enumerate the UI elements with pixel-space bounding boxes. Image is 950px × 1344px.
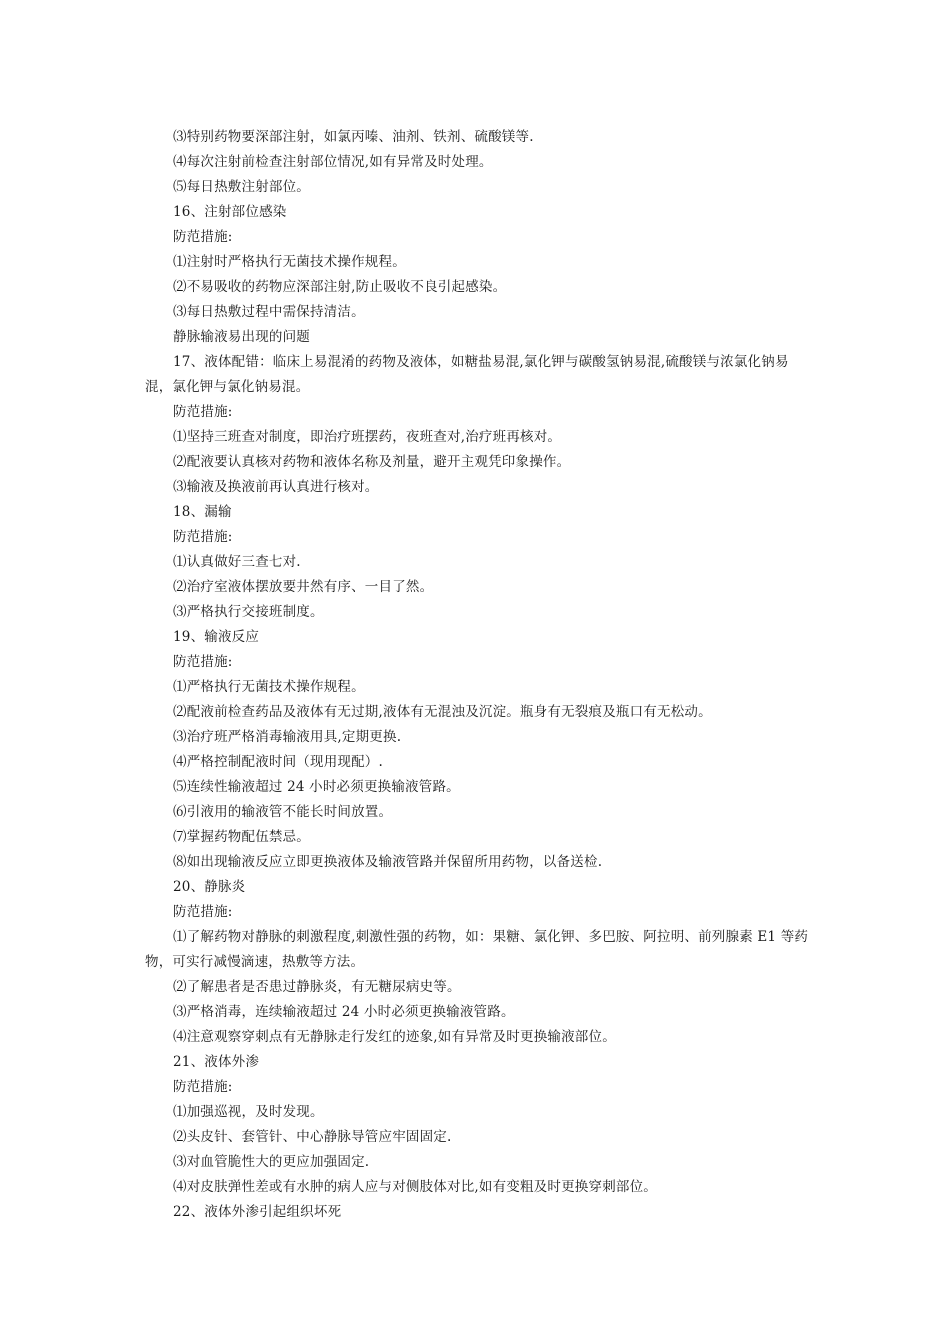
text-line: ⑴认真做好三查七对. xyxy=(173,554,301,570)
text-line: ⑵治疗室液体摆放要井然有序、一目了然。 xyxy=(173,579,434,595)
text-line: ⑷对皮肤弹性差或有水肿的病人应与对侧肢体对比,如有变粗及时更换穿刺部位。 xyxy=(173,1179,657,1195)
text-line: ⑴注射时严格执行无菌技术操作规程。 xyxy=(173,254,406,270)
text-line: ⑵了解患者是否患过静脉炎，有无糖尿病史等。 xyxy=(173,979,461,995)
text-line: ⑻如出现输液反应立即更换液体及输液管路并保留所用药物，以备送检. xyxy=(173,854,603,870)
text-line: ⑷每次注射前检查注射部位情况,如有异常及时处理。 xyxy=(173,154,493,170)
subheading: 防范措施: xyxy=(173,654,233,670)
subheading: 防范措施: xyxy=(173,1079,233,1095)
text-line: ⑹引液用的输液管不能长时间放置。 xyxy=(173,804,393,820)
text-paragraph: ⑴了解药物对静脉的刺激程度,刺激性强的药物，如：果糖、氯化钾、多巴胺、阿拉明、前列腺素 E1 等药物，可实行减慢滴速，热敷等方法。 xyxy=(145,929,809,970)
document-body xyxy=(145,125,810,1225)
subheading: 防范措施: xyxy=(173,529,233,545)
text-line: ⑵配液前检查药品及液体有无过期,液体有无混浊及沉淀。瓶身有无裂痕及瓶口有无松动。 xyxy=(173,704,712,720)
section-heading: 16、注射部位感染 xyxy=(173,204,287,220)
text-line: ⑴加强巡视，及时发现。 xyxy=(173,1104,324,1120)
text-line: ⑷注意观察穿刺点有无静脉走行发红的迹象,如有异常及时更换输液部位。 xyxy=(173,1029,616,1045)
text-line: ⑶对血管脆性大的更应加强固定. xyxy=(173,1154,370,1170)
text-line: ⑺掌握药物配伍禁忌。 xyxy=(173,829,310,845)
subheading: 防范措施: xyxy=(173,904,233,920)
section-heading: 19、输液反应 xyxy=(173,629,260,645)
section-heading: 18、漏输 xyxy=(173,504,232,520)
subheading: 防范措施: xyxy=(173,404,233,420)
subheading: 防范措施: xyxy=(173,229,233,245)
text-line: ⑷严格控制配液时间（现用现配）. xyxy=(173,754,383,770)
section-heading: 20、静脉炎 xyxy=(173,879,246,895)
text-line: ⑸连续性输液超过 24 小时必须更换输液管路。 xyxy=(173,779,460,795)
text-line: ⑶严格执行交接班制度。 xyxy=(173,604,324,620)
text-line: ⑵头皮针、套管针、中心静脉导管应牢固固定. xyxy=(173,1129,452,1145)
section-heading: 17、液体配错：临床上易混淆的药物及液体，如糖盐易混,氯化钾与碳酸氢钠易混,硫酸镁与浓氯化钠易混，氯化钾与氯化钠易混。 xyxy=(145,354,789,395)
section-heading: 静脉输液易出现的问题 xyxy=(173,329,310,345)
text-line: ⑴坚持三班查对制度，即治疗班摆药，夜班查对,治疗班再核对。 xyxy=(173,429,562,445)
text-line: ⑸每日热敷注射部位。 xyxy=(173,179,310,195)
section-heading: 21、液体外渗 xyxy=(173,1054,260,1070)
text-line: ⑵配液要认真核对药物和液体名称及剂量，避开主观凭印象操作。 xyxy=(173,454,571,470)
section-heading: 22、液体外渗引起组织坏死 xyxy=(173,1204,342,1220)
text-line: ⑶特别药物要深部注射，如氯丙嗪、油剂、铁剂、硫酸镁等. xyxy=(173,129,534,145)
text-line: ⑶输液及换液前再认真进行核对。 xyxy=(173,479,379,495)
text-line: ⑴严格执行无菌技术操作规程。 xyxy=(173,679,365,695)
text-line: ⑵不易吸收的药物应深部注射,防止吸收不良引起感染。 xyxy=(173,279,507,295)
text-line: ⑶每日热敷过程中需保持清洁。 xyxy=(173,304,365,320)
text-line: ⑶治疗班严格消毒输液用具,定期更换. xyxy=(173,729,402,745)
text-line: ⑶严格消毒，连续输液超过 24 小时必须更换输液管路。 xyxy=(173,1004,515,1020)
